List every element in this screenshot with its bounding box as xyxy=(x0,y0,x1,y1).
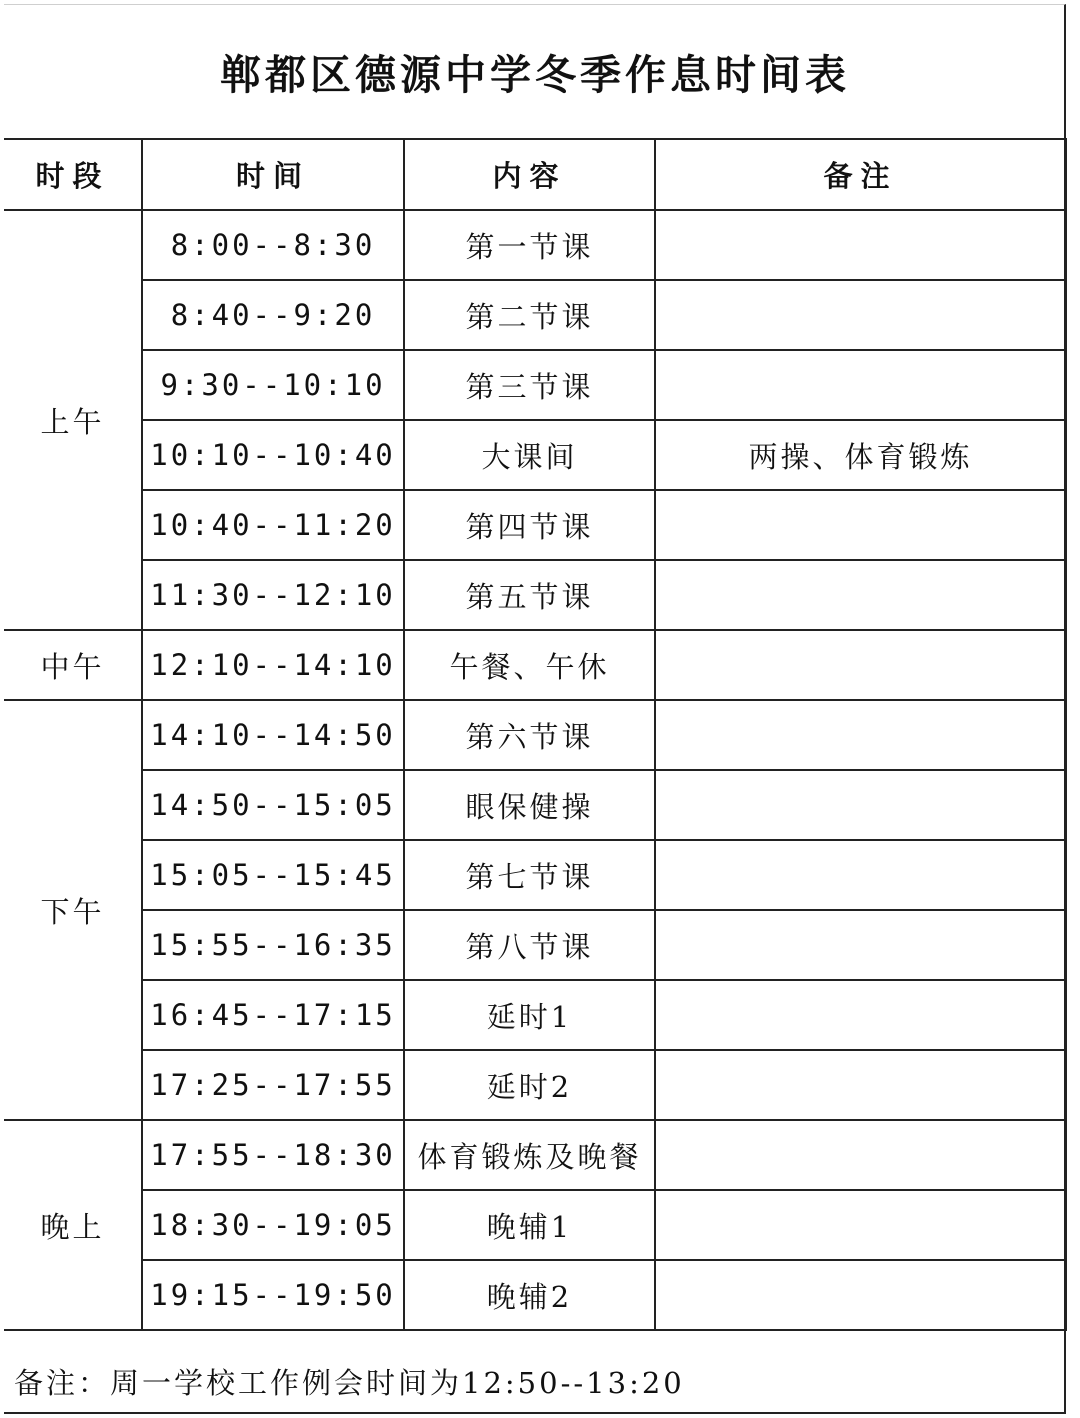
time-cell: 10:10--10:40 xyxy=(142,420,404,490)
header-content: 内容 xyxy=(404,139,655,210)
header-period: 时段 xyxy=(4,139,142,210)
content-cell: 第二节课 xyxy=(404,280,655,350)
content-cell: 第八节课 xyxy=(404,910,655,980)
content-cell: 延时1 xyxy=(404,980,655,1050)
content-cell: 晚辅1 xyxy=(404,1190,655,1260)
page-title: 郸都区德源中学冬季作息时间表 xyxy=(220,50,850,99)
content-cell: 第五节课 xyxy=(404,560,655,630)
schedule-table xyxy=(4,138,1067,1331)
time-cell: 8:40--9:20 xyxy=(142,280,404,350)
content-cell: 第七节课 xyxy=(404,840,655,910)
time-cell: 12:10--14:10 xyxy=(142,630,404,700)
note-cell xyxy=(655,840,1066,910)
table-row xyxy=(4,1190,1066,1260)
note-cell xyxy=(655,700,1066,770)
period-noon: 中午 xyxy=(4,630,142,700)
content-cell: 第四节课 xyxy=(404,490,655,560)
note-cell xyxy=(655,980,1066,1050)
table-row xyxy=(4,490,1066,560)
table-row xyxy=(4,1260,1066,1330)
table-row xyxy=(4,1120,1066,1190)
content-cell: 眼保健操 xyxy=(404,770,655,840)
period-morning: 上午 xyxy=(4,210,142,630)
time-cell: 11:30--12:10 xyxy=(142,560,404,630)
time-cell: 10:40--11:20 xyxy=(142,490,404,560)
content-cell: 晚辅2 xyxy=(404,1260,655,1330)
table-row xyxy=(4,560,1066,630)
time-cell: 17:55--18:30 xyxy=(142,1120,404,1190)
content-cell: 午餐、午休 xyxy=(404,630,655,700)
table-row xyxy=(4,350,1066,420)
note-cell: 两操、体育锻炼 xyxy=(655,420,1066,490)
time-cell: 15:55--16:35 xyxy=(142,910,404,980)
note-cell xyxy=(655,1050,1066,1120)
content-cell: 第一节课 xyxy=(404,210,655,280)
table-row xyxy=(4,420,1066,490)
note-cell xyxy=(655,490,1066,560)
note-cell xyxy=(655,280,1066,350)
content-cell: 延时2 xyxy=(404,1050,655,1120)
table-row xyxy=(4,630,1066,700)
note-cell xyxy=(655,560,1066,630)
content-cell: 大课间 xyxy=(404,420,655,490)
time-cell: 9:30--10:10 xyxy=(142,350,404,420)
header-time: 时间 xyxy=(142,139,404,210)
table-row xyxy=(4,210,1066,280)
time-cell: 14:50--15:05 xyxy=(142,770,404,840)
table-row xyxy=(4,910,1066,980)
content-cell: 第三节课 xyxy=(404,350,655,420)
time-cell: 18:30--19:05 xyxy=(142,1190,404,1260)
note-cell xyxy=(655,1120,1066,1190)
time-cell: 8:00--8:30 xyxy=(142,210,404,280)
content-cell: 体育锻炼及晚餐 xyxy=(404,1120,655,1190)
table-header-row xyxy=(4,139,1066,210)
note-cell xyxy=(655,1260,1066,1330)
time-cell: 15:05--15:45 xyxy=(142,840,404,910)
note-cell xyxy=(655,630,1066,700)
footnote: 备注：周一学校工作例会时间为12:50--13:20 xyxy=(14,1365,685,1400)
table-row xyxy=(4,770,1066,840)
period-evening: 晚上 xyxy=(4,1120,142,1330)
content-cell: 第六节课 xyxy=(404,700,655,770)
header-note: 备注 xyxy=(655,139,1066,210)
note-cell xyxy=(655,210,1066,280)
note-cell xyxy=(655,350,1066,420)
time-cell: 14:10--14:50 xyxy=(142,700,404,770)
time-cell: 16:45--17:15 xyxy=(142,980,404,1050)
table-row xyxy=(4,280,1066,350)
table-row xyxy=(4,840,1066,910)
note-cell xyxy=(655,1190,1066,1260)
time-cell: 19:15--19:50 xyxy=(142,1260,404,1330)
time-cell: 17:25--17:55 xyxy=(142,1050,404,1120)
period-afternoon: 下午 xyxy=(4,700,142,1120)
note-cell xyxy=(655,910,1066,980)
table-row xyxy=(4,980,1066,1050)
bottom-border xyxy=(4,1412,1066,1414)
table-row xyxy=(4,700,1066,770)
note-cell xyxy=(655,770,1066,840)
table-row xyxy=(4,1050,1066,1120)
